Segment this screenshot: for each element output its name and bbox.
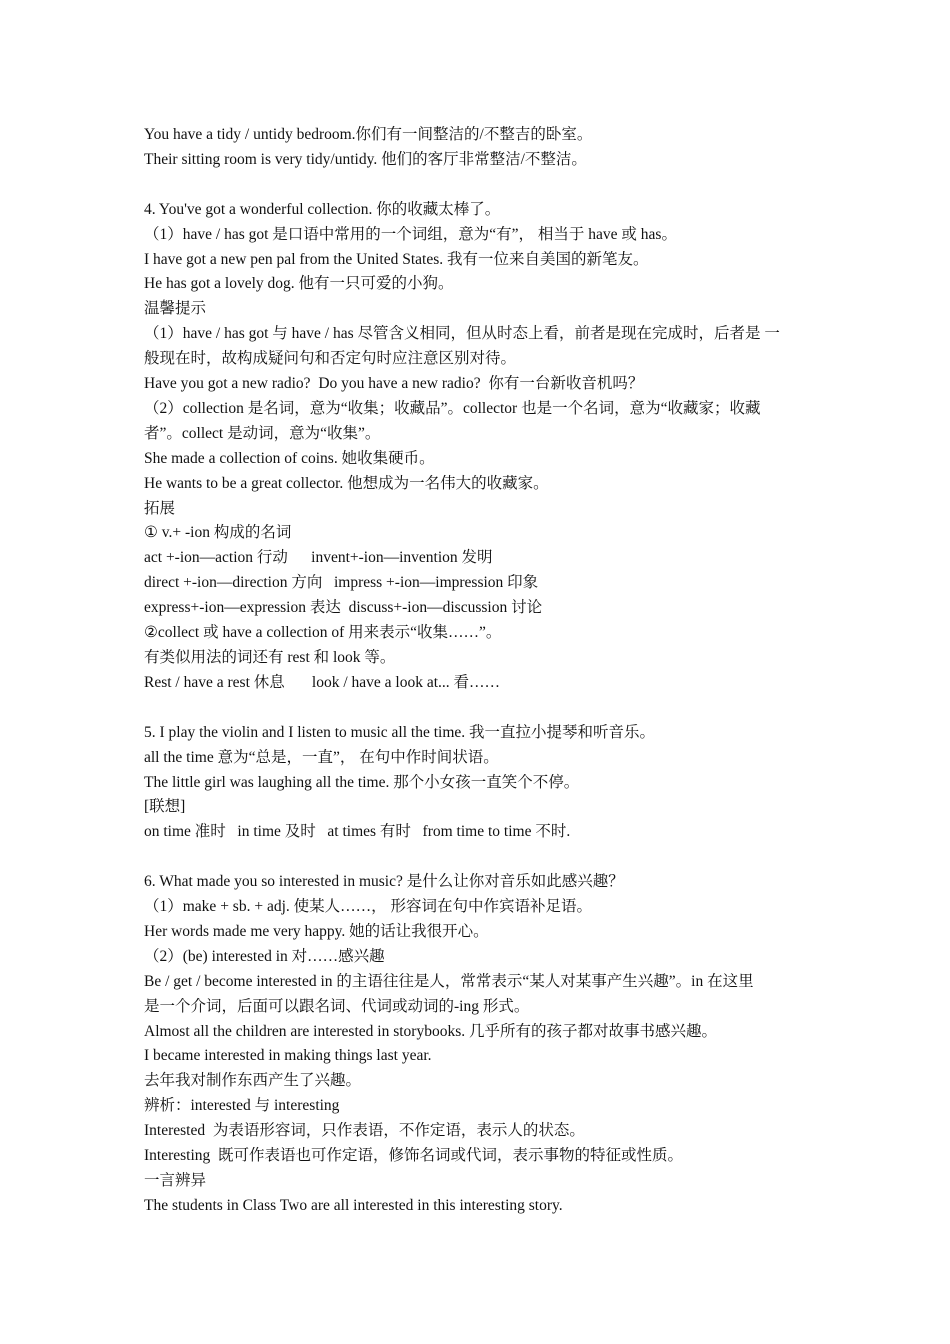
text-line: Have you got a new radio? Do you have a new radio? 你有一台新收音机吗？ [144,375,644,393]
text-line: Be / get / become interested in 的主语往往是人，常常表示“某人对某事产生兴趣”。in 在这里 [144,972,754,990]
subheading: 拓展 [144,499,176,517]
text-line: 般现在时，故构成疑问句和否定句时应注意区别对待。 [144,350,517,368]
text-line: The students in Class Two are all interested in this interesting story. [144,1196,563,1214]
text-line: （1）have / has got 与 have / has 尽管含义相同，但从时态上看，前者是现在完成时，后者是 一 [144,325,780,343]
section-heading: 5. I play the violin and I listen to music all the time. 我一直拉小提琴和听音乐。 [144,723,656,741]
text-line: Rest / have a rest 休息 look / have a look at... 看…… [144,673,501,691]
text-line: direct +-ion—direction 方向 impress +-ion—impression 印象 [144,574,539,592]
text-line: Almost all the children are interested in storybooks. 几乎所有的孩子都对故事书感兴趣。 [144,1022,717,1040]
text-line: 者”。collect 是动词，意为“收集”。 [144,424,381,442]
subheading: 一言辨异 [144,1172,207,1190]
text-line: 有类似用法的词还有 rest 和 look 等。 [144,649,396,667]
text-line: He wants to be a great collector. 他想成为一名伟大的收藏家。 [144,474,549,492]
text-line: all the time 意为“总是，一直”， 在句中作时间状语。 [144,748,499,766]
text-line: Interesting 既可作表语也可作定语，修饰名词或代词，表示事物的特征或性质。 [144,1147,684,1165]
text-line: Her words made me very happy. 她的话让我很开心。 [144,922,489,940]
text-line: Their sitting room is very tidy/untidy. 他们的客厅非常整洁/不整洁。 [144,150,587,168]
text-line: express+-ion—expression 表达 discuss+-ion—discussion 讨论 [144,599,543,617]
text-line: act +-ion—action 行动 invent+-ion—invention 发明 [144,549,493,567]
text-line: Interested 为表语形容词，只作表语，不作定语，表示人的状态。 [144,1122,585,1140]
subheading: 温馨提示 [144,300,207,318]
text-line: （1）make + sb. + adj. 使某人……， 形容词在句中作宾语补足语。 [144,898,593,916]
text-line: I became interested in making things last year. [144,1047,432,1065]
blank-line [144,696,824,721]
blank-line [144,173,824,198]
section-heading: 6. What made you so interested in music? 是什么让你对音乐如此感兴趣？ [144,873,624,891]
text-line: You have a tidy / untidy bedroom.你们有一间整洁的/不整吉的卧室。 [144,126,593,143]
subheading: [联想] [144,798,186,816]
text-line: （1）have / has got 是口语中常用的一个词组，意为“有”， 相当于 have 或 has。 [144,225,677,243]
text-line: （2）(be) interested in 对……感兴趣 [144,947,385,965]
text-line: I have got a new pen pal from the United States. 我有一位来自美国的新笔友。 [144,250,649,268]
text-line: ②collect 或 have a collection of 用来表示“收集……”。 [144,624,502,642]
document-page [144,123,824,1219]
text-line: on time 准时 in time 及时 at times 有时 from time to time 不时. [144,823,571,841]
text-line: （2）collection 是名词，意为“收集；收藏品”。collector 也是一个名词，意为“收藏家；收藏 [144,399,761,417]
subheading: 辨析：interested 与 interesting [144,1097,340,1115]
text-line: She made a collection of coins. 她收集硬币。 [144,449,435,467]
text-line: He has got a lovely dog. 他有一只可爱的小狗。 [144,275,454,293]
text-line: 去年我对制作东西产生了兴趣。 [144,1072,362,1090]
section-heading: 4. You've got a wonderful collection. 你的收藏太棒了。 [144,200,501,218]
text-line: ① v.+ -ion 构成的名词 [144,524,292,542]
text-line: The little girl was laughing all the time. 那个小女孩一直笑个不停。 [144,773,580,791]
text-line: 是一个介词，后面可以跟名词、代词或动词的-ing 形式。 [144,997,530,1015]
blank-line [144,845,824,870]
